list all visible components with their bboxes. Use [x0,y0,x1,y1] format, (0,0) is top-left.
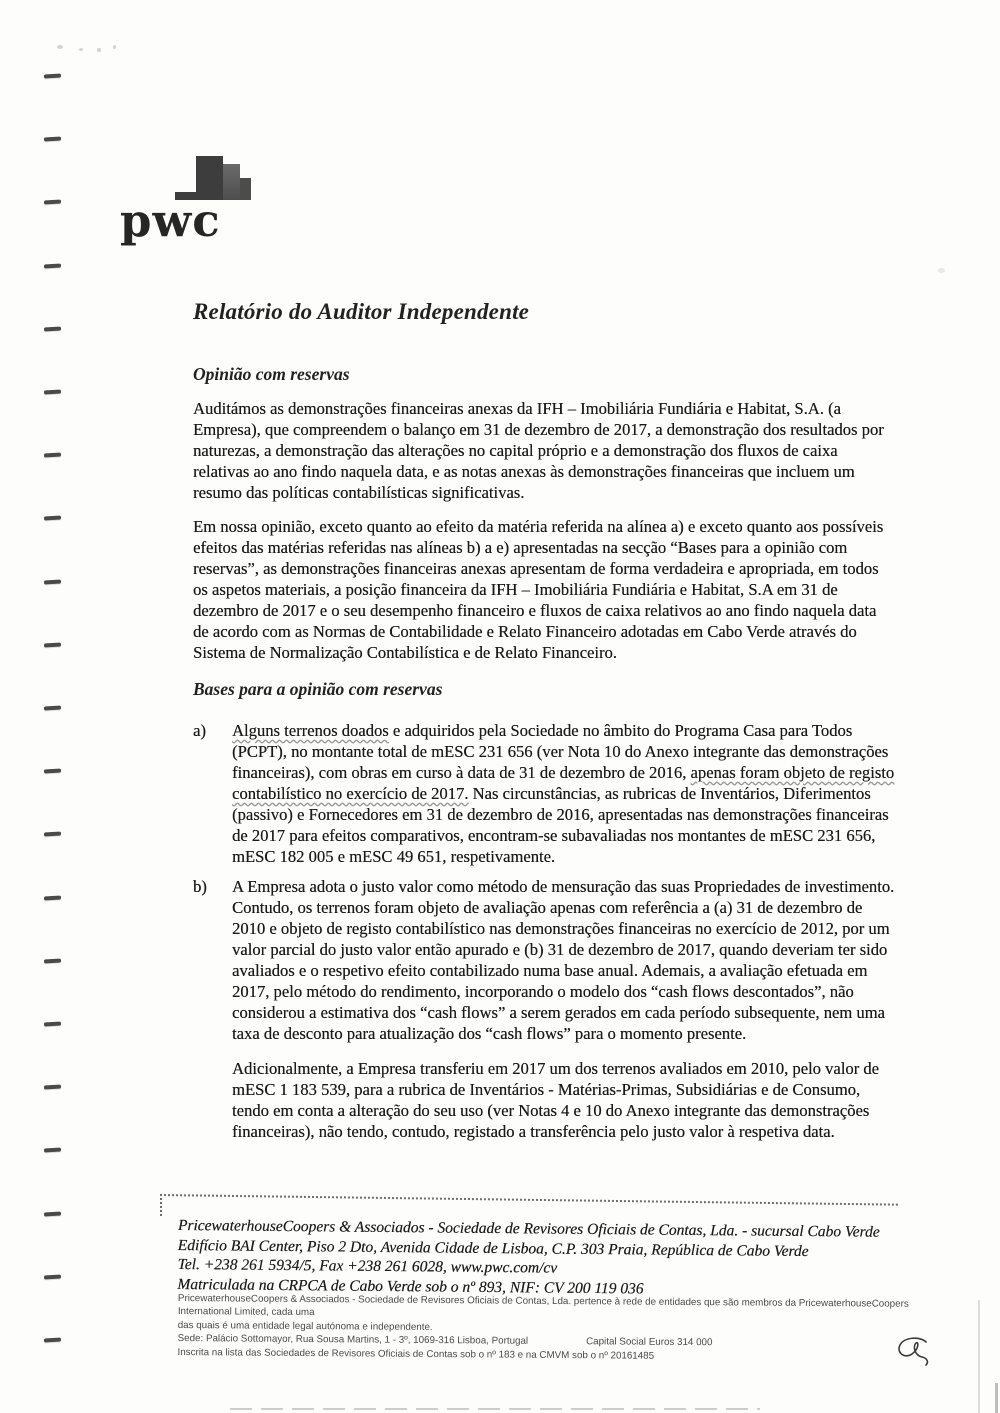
firm-registration-line: Matriculada na CRPCA de Cabo Verde sob o nº 893, NIF: CV 200 119 036 [177,1275,644,1297]
footer-divider [160,1194,898,1206]
scan-artifact [938,268,945,273]
firm-footer [177,1216,902,1301]
phrase: Nas circunstâncias, as rubricas de Inventários, Diferimentos (passivo) e Fornecedores em 31 de dezembro de 2016, apresentadas nas demonstrações financeiras de 2017 para efeitos comparativos, encontram-se subavaliadas nos montantes de mESC 231 656, mESC 182 005 e mESC 49 651, respetivamente. [232,784,889,866]
scan-artifact [97,48,101,52]
binding-mark [44,1338,61,1343]
binding-mark [44,516,61,521]
opinion-paragraph-2: Em nossa opinião, exceto quanto ao efeito da matéria referida na alínea a) e exceto quanto aos possíveis efeitos das matérias referidas nas alíneas b) a e) apresentadas na secção “Bases para a opinião com reservas”, as demonstrações financeiras anexas apresentam de forma verdadeira e apropriada, em todos os aspetos materiais, a posição financeira da IFH – Imobiliária Fundiária e Habitat, S.A em 31 de dezembro de 2017 e o seu desempenho financeiro e fluxos de caixa relativos ao ano findo naquela data de acordo com as Normas de Contabilidade e Relato Financeiro adotadas em Cabo Verde através do Sistema de Normalização Contabilística e de Relato Financeiro. [193,517,884,662]
scan-artifact [57,45,63,49]
pwc-logo-text: pwc [120,194,221,247]
legal-capital: Capital Social Euros 314 000 [586,1336,713,1349]
scan-edge-artifact [230,1408,760,1410]
binding-mark [44,74,61,79]
legal-hq: Sede: Palácio Sottomayor, Rua Sousa Martins, 1 - 3º, 1069-316 Lisboa, Portugal [177,1333,529,1347]
binding-mark [44,1085,61,1090]
binding-mark [44,200,61,205]
scan-artifact [79,48,83,51]
footer-divider-corner [160,1194,162,1216]
report-body [193,298,896,1142]
basis-item-b-text: A Empresa adota o justo valor como método de mensuração das suas Propriedades de investimento. Contudo, os terrenos foram objeto de avaliação apenas com referência a (a) 31 de dezembro de 2010 e objeto de registo contabilístico nas demonstrações financeiras no exercício de 2012, por um valor parcial do justo valor então apurado e (b) 31 de dezembro de 2017, quando deveriam ter sido avaliados e o respetivo efeito contabilizado numa base anual. Ademais, a avaliação efetuada em 2017, pelo método do rendimento, incorporando o modelo dos “cash flows descontados”, não considerou a estimativa dos “cash flows” a serem gerados em cada período subsequente, nem uma taxa de desconto para atualização dos “cash flows” para o momento presente. [232,877,895,1043]
binding-mark [44,832,61,837]
pwc-logo-mark-icon [240,178,251,200]
scan-edge-artifact [995,1383,998,1413]
firm-contact-line: Tel. +238 261 5934/5, Fax +238 261 6028, www.pwc.com/cv [177,1255,558,1277]
firm-address-line: Edifício BAI Center, Piso 2 Dto, Avenida Cidade de Lisboa, C.P. 303 Praia, República de Cabo Verde [177,1236,809,1260]
firm-name-line: PricewaterhouseCoopers & Associados - Sociedade de Revisores Oficiais de Contas, Lda. - sucursal Cabo Verde [177,1217,880,1241]
underlined-phrase: Alguns terrenos doados [232,721,389,740]
legal-small-print [177,1292,912,1365]
binding-mark [44,895,61,900]
pwc-logo-mark-icon [223,164,240,200]
basis-item-b [193,876,896,1044]
scan-artifact [113,45,116,49]
report-title: Relatório do Auditor Independente [193,299,530,324]
basis-item-a-text [232,720,896,867]
legal-line-1: PricewaterhouseCoopers & Associados - Sociedade de Revisores Oficiais de Contas, Lda. pertence à rede de entidades que são membros da PricewaterhouseCoopers International Limited, cada uma [177,1293,909,1319]
scan-edge-artifact [978,1300,980,1413]
binding-mark [44,137,61,142]
pwc-logo [120,152,270,262]
binding-mark [44,1148,61,1153]
basis-item-b-label: b) [193,877,207,896]
binding-mark [44,1022,61,1027]
opinion-section-heading: Opinião com reservas [193,364,350,384]
phrase: e adquiridos pela Sociedade no âmbito do Programa Casa para Todos (PCPT), no montante total de mESC 231 656 (ver Nota 10 do Anexo integrante das demonstrações financeiras), com obras em curso à data de 31 de dezembro de 2016, [232,721,889,782]
binding-mark [44,326,61,331]
binding-mark [44,642,61,647]
legal-line-4: Inscrita na lista das Sociedades de Revisores Oficiais de Contas sob o nº 183 e na CMVM sob o nº 20161485 [177,1346,655,1362]
opinion-paragraph-1: Auditámos as demonstrações financeiras anexas da IFH – Imobiliária Fundiária e Habitat, S.A. (a Empresa), que compreendem o balanço em 31 de dezembro de 2017, a demonstração dos resultados por naturezas, a demonstração das alterações no capital próprio e a demonstração dos fluxos de caixa relativas ao ano findo naquela data, e as notas anexas às demonstrações financeiras que incluem um resumo das políticas contabilísticas significativas. [193,399,884,502]
binding-mark [44,453,61,458]
basis-item-b-additional-paragraph: Adicionalmente, a Empresa transferiu em 2017 um dos terrenos avaliados em 2010, pelo valor de mESC 1 183 539, para a rubrica de Inventários - Matérias-Primas, Subsidiárias e de Consumo, tendo em conta a alteração do seu uso (ver Notas 4 e 10 do Anexo integrante das demonstrações financeiras), não tendo, contudo, registado a transferência pelo justo valor à respetiva data. [232,1059,879,1141]
basis-item-a-label: a) [193,721,206,740]
binding-mark [44,1211,61,1216]
binding-mark [44,579,61,584]
binding-mark [44,706,61,711]
binding-mark [44,958,61,963]
legal-line-2: das quais é uma entidade legal autónoma e independente. [177,1319,433,1333]
binding-mark [44,769,61,774]
binding-mark [44,390,61,395]
binding-mark [44,1274,61,1279]
basis-section-heading: Bases para a opinião com reservas [193,679,443,699]
basis-item-a [193,720,896,867]
handwritten-initial-icon [893,1334,941,1372]
binding-mark [44,263,61,268]
underlined-phrase: apenas foram objeto de registo contabilístico no exercício de 2017. [232,763,895,803]
